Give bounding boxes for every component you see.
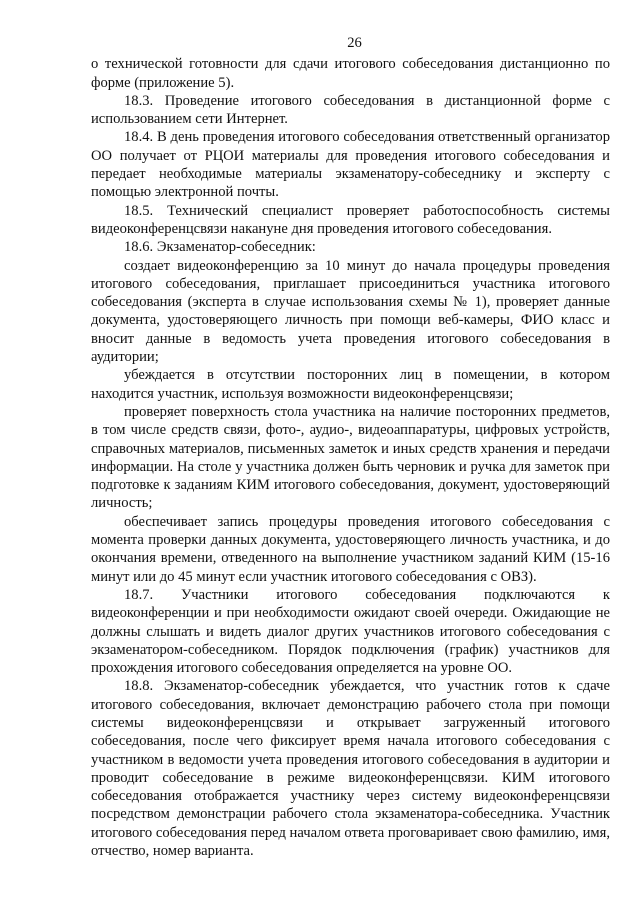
- paragraph-18-8: 18.8. Экзаменатор-собеседник убеждается, что участник готов к сдаче итогового собеседования, включает демонстрацию рабочего стола при помощи системы видеоконференцсвязи и открывает загруженный итогового собеседования, после чего фиксирует время начала итогового собеседования с участником в ведомости учета проведения итогового собеседования в аудитории и проводит собеседование в режиме видеоконференцсвязи. КИМ итогового собеседования отображается участнику через систему видеоконференцсвязи посредством демонстрации рабочего стола экзаменатора-собеседника. Участник итогового собеседования перед началом ответа проговаривает свою фамилию, имя, отчество, номер варианта.: [91, 678, 610, 860]
- paragraph-continuation: о технической готовности для сдачи итогового собеседования дистанционно по форме (приложение 5).: [91, 56, 610, 91]
- paragraph-18-4: 18.4. В день проведения итогового собеседования ответственный организатор ОО получает от РЦОИ материалы для проведения итогового собеседования и передает необходимые материалы экзаменатору-собеседнику и эксперту с помощью электронной почты.: [91, 129, 610, 201]
- paragraph-18-5: 18.5. Технический специалист проверяет работоспособность системы видеоконференцсвязи накануне дня проведения итогового собеседования.: [91, 202, 610, 237]
- paragraph-18-3: 18.3. Проведение итогового собеседования в дистанционной форме с использованием сети Интернет.: [91, 92, 610, 128]
- paragraph-18-6: 18.6. Экзаменатор-собеседник:: [124, 239, 316, 256]
- page-number: 26: [347, 35, 362, 51]
- paragraph-18-7: 18.7. Участники итогового собеседования подключаются к видеоконференции и при необходимости ожидают своей очереди. Ожидающие не должны слышать и видеть диалог других участников итогового собеседования с экзаменатором-собеседником. Порядок подключения (график) участников для прохождения итогового собеседования определяется на уровне ОО.: [91, 586, 610, 677]
- paragraph-18-6-item-3: проверяет поверхность стола участника на наличие посторонних предметов, в том числе средств связи, фото-, аудио-, видеоаппаратуры, цифровых устройств, справочных материалов, письменных заметок и иных средств хранения и передачи информации. На столе у участника должен быть черновик и ручка для заметок при подготовке к заданиям КИМ итогового собеседования, документ, удостоверяющий личность;: [91, 403, 610, 512]
- paragraph-18-6-item-1: создает видеоконференцию за 10 минут до начала процедуры проведения итогового собеседования, приглашает присоединиться участника итогового собеседования (эксперта в случае использования схемы № 1), проверяет данные документа, удостоверяющего личность при помощи веб-камеры, ФИО класс и вносит данные в ведомость учета проведения итогового собеседования в аудитории;: [91, 257, 610, 366]
- paragraph-18-6-item-4: обеспечивает запись процедуры проведения итогового собеседования с момента проверки данных документа, удостоверяющего личность участника, и до окончания времени, отведенного на выполнение участником заданий КИМ (15-16 минут или до 45 минут если участник итогового собеседования с ОВЗ).: [91, 513, 610, 585]
- paragraph-18-6-item-2: убеждается в отсутствии посторонних лиц в помещении, в котором находится участник, используя возможности видеоконференцсвязи;: [91, 367, 610, 402]
